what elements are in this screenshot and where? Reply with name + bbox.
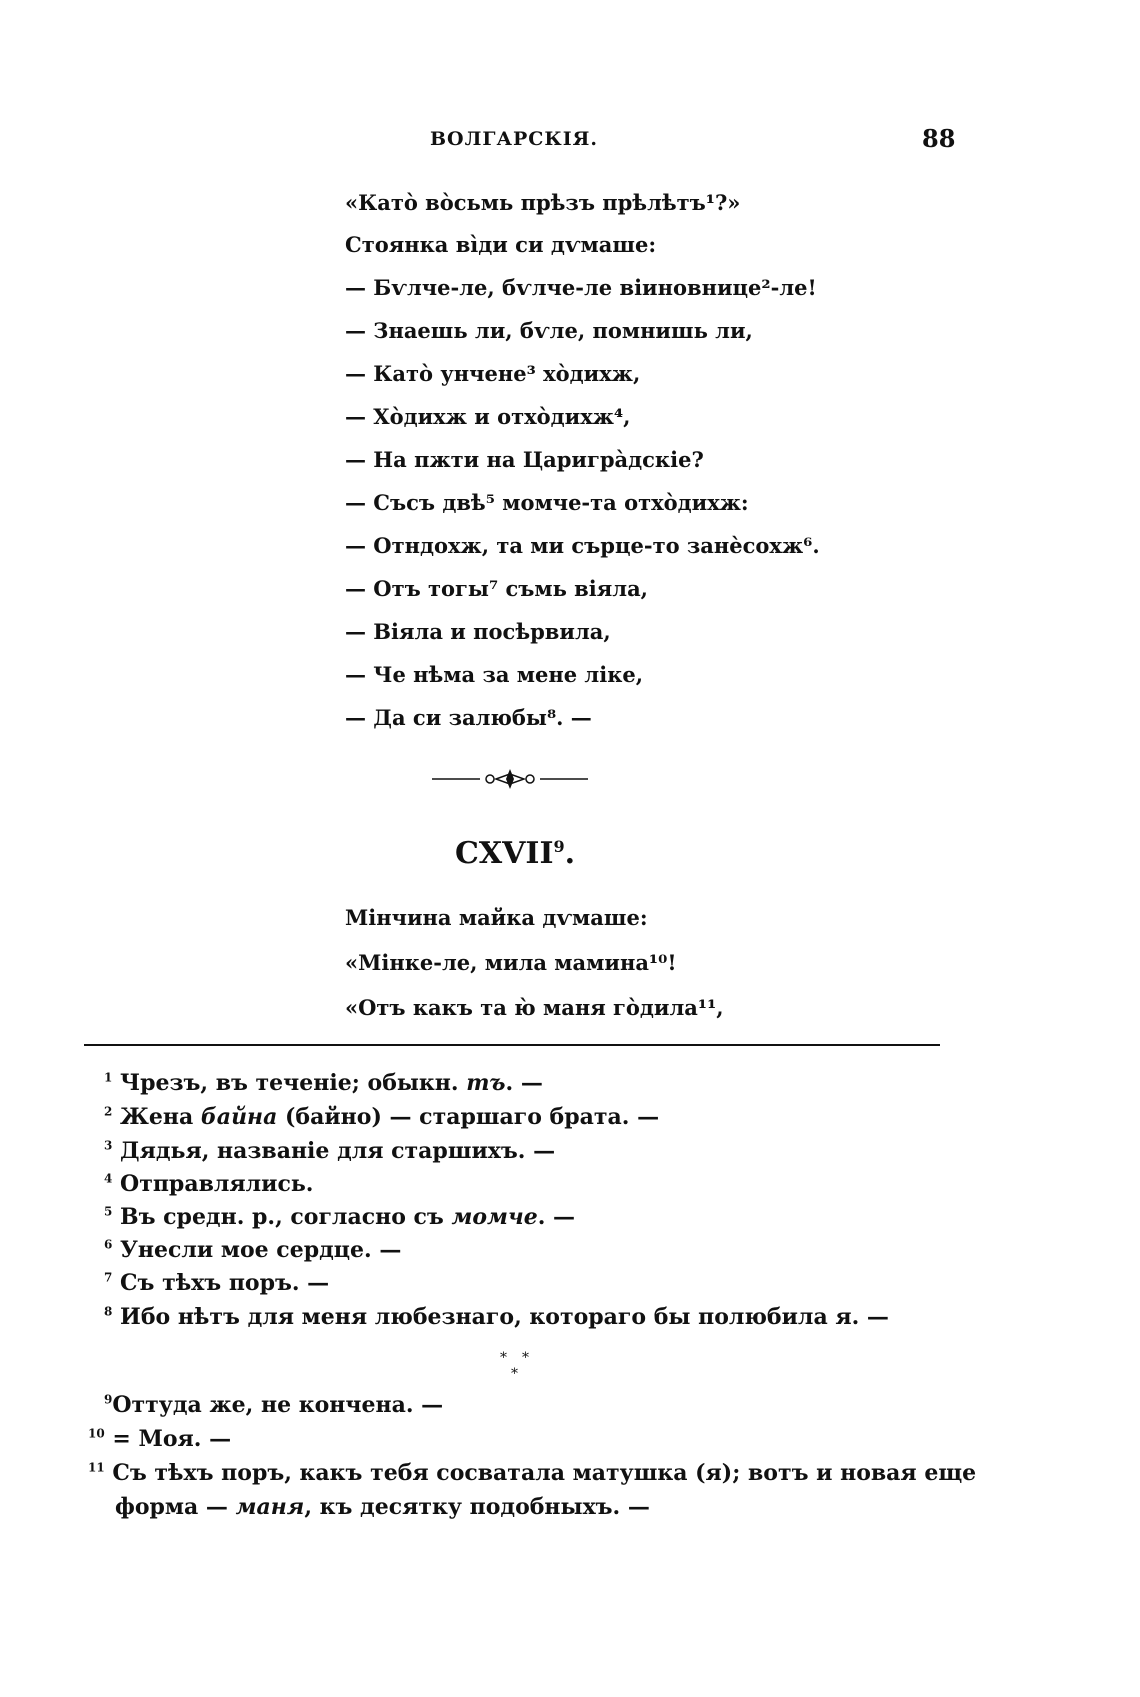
footnote: $^{11}$ Съ тѣхъ поръ, какъ тебя сосватала матушка (я); вотъ и новая еще [88, 1460, 977, 1486]
running-head [0, 124, 1140, 158]
verse-line: Мінчина майка дѵмаше: [345, 905, 648, 930]
verse-line: «Отъ какъ та ю̀ маня го̀дила¹¹, [345, 995, 724, 1020]
section-period: . [564, 836, 576, 871]
verse-line: — Да си залюбы⁸. — [345, 705, 592, 730]
footnote: $^2$ Жена байна (байно) — старшаго брата. — [104, 1104, 660, 1130]
section-note-ref: 9 [553, 837, 565, 856]
footnote: $^9$Оттуда же, не кончена. — [104, 1392, 444, 1418]
svg-text:*: * [511, 1366, 518, 1382]
ornament-divider [430, 768, 590, 790]
footnote: $^{10}$ = Моя. — [88, 1426, 232, 1452]
section-numeral: CXVII [455, 836, 554, 871]
footnote: $^5$ Въ средн. р., согласно съ момче. — [104, 1204, 576, 1230]
verse-line: — Бѵлче-ле, бѵлче-ле віиновнице²-ле! [345, 275, 817, 300]
svg-text:*: * [500, 1350, 507, 1366]
section-heading [455, 836, 575, 871]
footnote: $^7$ Съ тѣхъ поръ. — [104, 1270, 330, 1296]
page-number: 88 [922, 124, 956, 153]
footnote: $^1$ Чрезъ, въ теченіе; обыкн. тъ. — [104, 1070, 543, 1096]
verse-line: — Хо̀дихж и отхо̀дихж⁴, [345, 404, 631, 429]
verse-line: — Съсъ двѣ⁵ момче-та отхо̀дихж: [345, 490, 749, 515]
verse-line: — Че нѣма за мене ліке, [345, 662, 644, 687]
verse-line: — На пжти на Царигра̀дскіе? [345, 447, 704, 472]
svg-text:*: * [522, 1350, 529, 1366]
verse-line: Стоянка ві̀ди си дѵмаше: [345, 232, 657, 257]
asterism-icon [496, 1348, 536, 1382]
running-head-title: ВОЛГАРСКІЯ. [430, 128, 598, 150]
verse-line: — Отъ тогы⁷ съмь віяла, [345, 576, 648, 601]
footnote-rule [84, 1044, 940, 1046]
footnote-continuation: форма — маня, къ десятку подобныхъ. — [115, 1494, 650, 1520]
footnote: $^6$ Унесли мое сердце. — [104, 1237, 402, 1263]
verse-line: — Віяла и посѣрвила, [345, 619, 611, 644]
verse-line: «Мінке-ле, мила мамина¹⁰! [345, 950, 677, 975]
verse-line: «Като̀ во̀сьмь прѣзъ прѣлѣтъ¹?» [345, 190, 741, 215]
verse-line: — Отндохж, та ми сърце-то занѐсохж⁶. [345, 533, 820, 558]
verse-line: — Като̀ унчене³ хо̀дихж, [345, 361, 641, 386]
verse-line: — Знаешь ли, бѵле, помнишь ли, [345, 318, 753, 343]
footnote: $^3$ Дядья, названіе для старшихъ. — [104, 1138, 556, 1164]
footnote: $^8$ Ибо нѣтъ для меня любезнаго, котораго бы полюбила я. — [104, 1304, 889, 1330]
footnote: $^4$ Отправлялись. [104, 1171, 314, 1197]
